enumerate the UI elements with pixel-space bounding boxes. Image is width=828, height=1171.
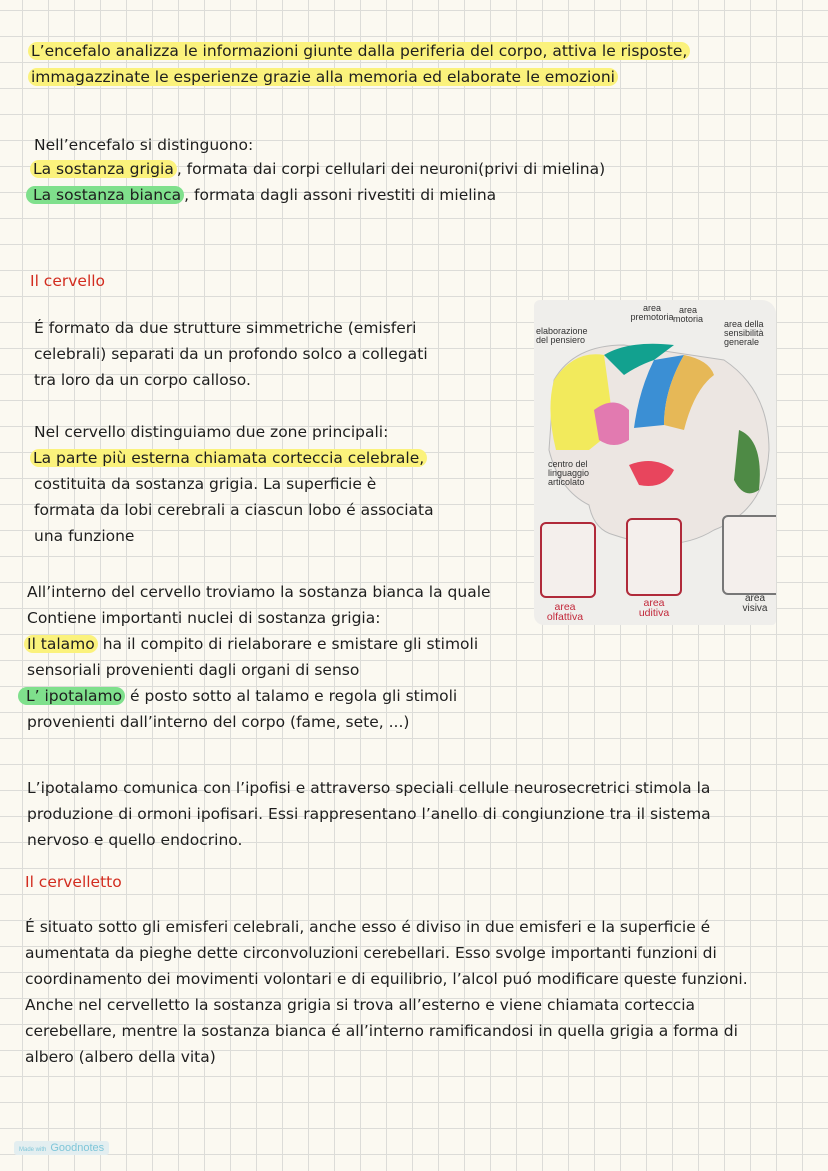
label-area-motoria: area motoria [672, 305, 703, 324]
highlighted-text: L’ ipotalamo [18, 687, 125, 705]
label-sensibilita: area della sensibilità generale [724, 319, 764, 347]
text-line: sensoriali provenienti dagli organi di senso [27, 661, 360, 679]
text-line: produzione di ormoni ipofisari. Essi rappresentano l’anello di congiunzione tra il sistema [27, 805, 711, 823]
text-line: costituita da sostanza grigia. La superficie è [34, 475, 377, 493]
text-line: Anche nel cervelletto la sostanza grigia si trova all’esterno e viene chiamata corteccia [25, 996, 696, 1014]
text-line: Contiene importanti nuclei di sostanza grigia: [27, 609, 381, 627]
highlighted-text: La parte più esterna chiamata corteccia celebrale, [30, 449, 427, 467]
text-line [30, 447, 427, 469]
highlighted-text: La sostanza grigia [30, 160, 177, 178]
text-line: aumentata da pieghe dette circonvoluzioni cerebellari. Esso svolge importanti funzioni di [25, 944, 717, 962]
highlighted-text: Il talamo [24, 635, 98, 653]
label-elaborazione: elaborazione del pensiero [536, 326, 588, 345]
text: , formata dagli assoni rivestiti di mielina [184, 186, 497, 204]
text-line: tra loro da un corpo calloso. [34, 371, 251, 389]
text-line: una funzione [34, 527, 135, 545]
goodnotes-watermark [14, 1141, 109, 1155]
made-with-text: Made with [19, 1147, 47, 1153]
text-line: nervoso e quello endocrino. [27, 831, 243, 849]
text-line: All’interno del cervello troviamo la sostanza bianca la quale [27, 583, 491, 601]
heading-cervelletto: Il cervelletto [25, 873, 122, 891]
talamo-line [24, 633, 478, 655]
sostanza-bianca-line [26, 184, 496, 206]
label-area-premotoria: area premotoria [630, 303, 674, 322]
text-line: celebrali) separati da un profondo solco a collegati [34, 345, 428, 363]
ear-image [626, 518, 682, 596]
text-line: albero (albero della vita) [25, 1048, 216, 1066]
text-line: Nel cervello distinguiamo due zone principali: [34, 423, 389, 441]
sostanze-title: Nell’encefalo si distinguono: [34, 136, 254, 154]
label-area-olfattiva: area olfattiva [546, 601, 584, 623]
sostanza-grigia-line [30, 158, 605, 180]
label-linguaggio: centro del linguaggio articolato [548, 459, 590, 487]
highlighted-text: L’encefalo analizza le informazioni giunte dalla periferia del corpo, attiva le risposte, [28, 42, 690, 60]
brand-text: Goodnotes [50, 1142, 105, 1154]
label-area-uditiva: area uditiva [638, 597, 670, 619]
text-line: cerebellare, mentre la sostanza bianca é all’interno ramificandosi in quella grigia a forma di [25, 1022, 738, 1040]
highlighted-text: La sostanza bianca [26, 186, 184, 204]
eye-image [722, 515, 776, 595]
text-line: provenienti dall’interno del corpo (fame, sete, ...) [27, 713, 410, 731]
intro-line-2 [28, 66, 618, 88]
text: ha il compito di rielaborare e smistare gli stimoli [97, 635, 479, 653]
text: , formata dai corpi cellulari dei neuroni(privi di mielina) [176, 160, 606, 178]
text-line: É situato sotto gli emisferi celebrali, anche esso é diviso in due emisferi e la superficie é [25, 918, 711, 936]
text-line: formata da lobi cerebrali a ciascun lobo é associata [34, 501, 434, 519]
text-line: É formato da due strutture simmetriche (emisferi [34, 319, 417, 337]
nose-image [540, 522, 596, 598]
heading-cervello: Il cervello [30, 272, 106, 290]
text-line: coordinamento dei movimenti volontari e di equilibrio, l’alcol puó modificare queste funzioni. [25, 970, 748, 988]
intro-line-1 [28, 40, 690, 62]
label-area-visiva: area visiva [742, 593, 768, 614]
ipotalamo-line [18, 685, 457, 707]
text: é posto sotto al talamo e regola gli stimoli [125, 687, 458, 705]
text-line: L’ipotalamo comunica con l’ipofisi e attraverso speciali cellule neurosecretrici stimola la [27, 779, 711, 797]
highlighted-text: immagazzinate le esperienze grazie alla memoria ed elaborate le emozioni [28, 68, 618, 86]
brain-diagram-image [534, 300, 776, 625]
